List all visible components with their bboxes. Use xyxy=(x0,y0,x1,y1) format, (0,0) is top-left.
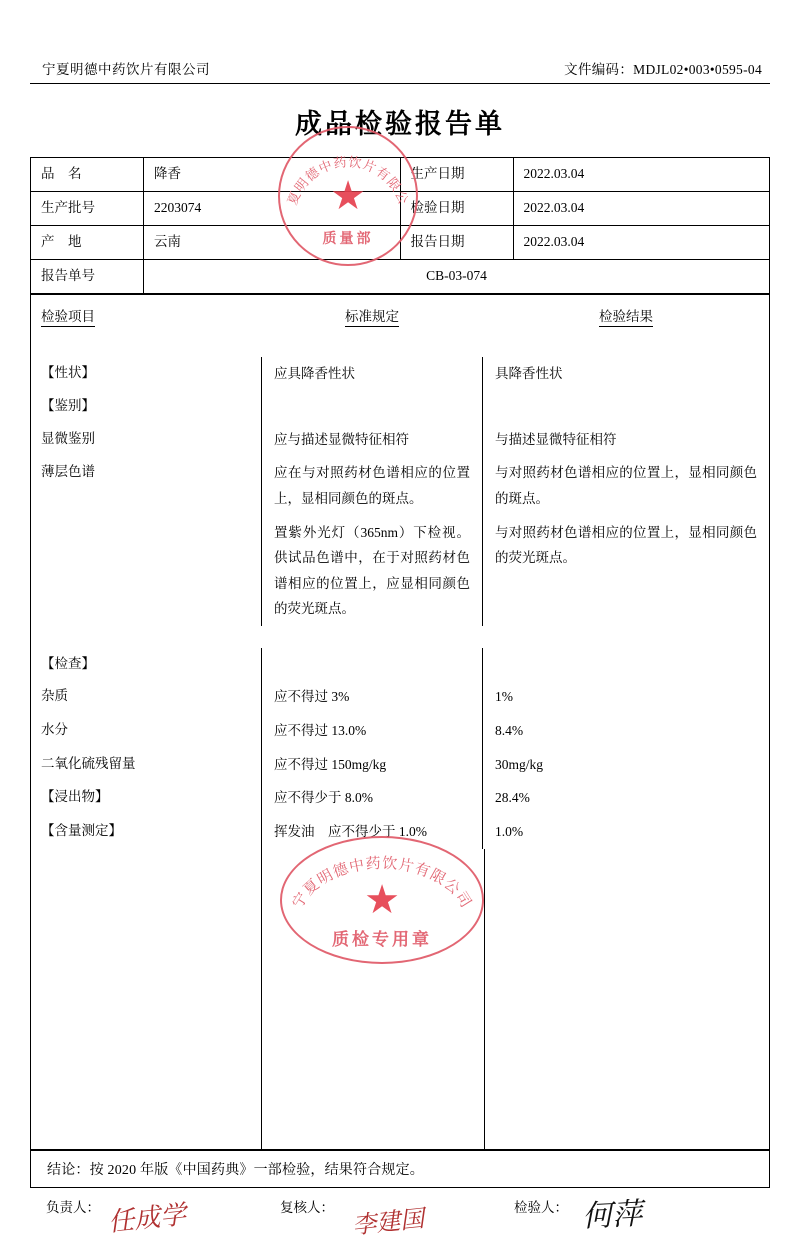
row-result: 28.4% xyxy=(495,790,530,806)
document-code: 文件编码：MDJL02•003•0595-04 xyxy=(564,62,762,77)
production-date-value: 2022.03.04 xyxy=(513,158,770,192)
report-date-value: 2022.03.04 xyxy=(513,225,770,259)
row-standard: 应不得过 13.0% xyxy=(261,714,483,748)
batch-label: 生产批号 xyxy=(31,191,144,225)
row-standard: 应在与对照药材色谱相应的位置上，显相同颜色的斑点。 xyxy=(261,456,483,515)
page-title: 成品检验报告单 xyxy=(295,109,505,139)
row-result: 具降香性状 xyxy=(495,365,563,381)
reviewer-signature: 李建国 xyxy=(351,1205,426,1240)
row-standard: 应不得过 150mg/kg xyxy=(261,748,483,782)
table-row xyxy=(31,748,769,782)
seal-label-bottom: 质检专用章 xyxy=(332,930,432,949)
batch-value: 2203074 xyxy=(144,191,401,225)
table-row xyxy=(31,648,769,680)
row-item: 显微鉴别 xyxy=(41,430,95,446)
signature-row xyxy=(30,1188,770,1240)
origin-value: 云南 xyxy=(144,225,401,259)
conclusion: 结论：按 2020 年版《中国药典》一部检验，结果符合规定。 xyxy=(30,1150,770,1188)
row-standard xyxy=(261,390,483,422)
reviewer-label: 复核人： xyxy=(280,1199,334,1215)
row-standard: 挥发油 应不得少于 1.0% xyxy=(261,815,483,849)
row-result xyxy=(483,648,769,680)
table-row xyxy=(31,158,770,192)
report-no-value: CB-03-074 xyxy=(144,259,770,293)
table-row xyxy=(31,456,769,515)
table-row xyxy=(31,259,770,293)
table-row xyxy=(31,390,769,422)
row-item: 【鉴别】 xyxy=(41,398,95,414)
inspector-signature: 何萍 xyxy=(581,1197,644,1234)
reviewer xyxy=(280,1196,514,1240)
row-item: 杂质 xyxy=(41,688,68,704)
svg-text:宁夏明德中药饮片有限公司: 宁夏明德中药饮片有限公司 xyxy=(290,855,474,912)
row-standard: 应不得过 3% xyxy=(261,680,483,714)
table-row xyxy=(31,423,769,457)
table-row xyxy=(31,815,769,849)
row-standard xyxy=(261,648,483,680)
column-header-item: 检验项目 xyxy=(31,305,261,325)
document-header xyxy=(30,58,770,84)
table-row xyxy=(31,714,769,748)
table-row xyxy=(31,191,770,225)
empty-area xyxy=(31,849,769,999)
results-rows xyxy=(31,335,769,1149)
empty-area-2 xyxy=(31,999,769,1149)
results-body xyxy=(30,335,770,1150)
svg-text:宁夏明德中药饮片有限公司: 宁夏明德中药饮片有限公司 xyxy=(272,116,412,208)
responsible-signature: 任成学 xyxy=(106,1199,188,1237)
inspector-label: 检验人： xyxy=(514,1199,568,1215)
report-date-label: 报告日期 xyxy=(400,225,513,259)
row-result: 与对照药材色谱相应的位置上，显相同颜色的荧光斑点。 xyxy=(495,524,757,566)
table-row xyxy=(31,225,770,259)
inspection-date-value: 2022.03.04 xyxy=(513,191,770,225)
table-row xyxy=(31,781,769,815)
row-result: 与对照药材色谱相应的位置上，显相同颜色的斑点。 xyxy=(495,465,757,506)
spacer xyxy=(31,626,769,648)
row-result: 1% xyxy=(495,689,513,705)
product-name-label: 品 名 xyxy=(31,158,144,192)
table-row xyxy=(31,516,769,627)
report-no-label: 报告单号 xyxy=(31,259,144,293)
row-standard: 置紫外光灯（365nm）下检视。供试品色谱中，在于对照药材色谱相应的位置上，应显相同颜色的荧光斑点。 xyxy=(261,516,483,627)
info-table xyxy=(30,157,770,294)
row-standard: 应与描述显微特征相符 xyxy=(261,423,483,457)
row-standard: 应具降香性状 xyxy=(261,357,483,391)
inspection-date-label: 检验日期 xyxy=(400,191,513,225)
row-result: 30mg/kg xyxy=(495,756,544,772)
inspector xyxy=(514,1196,748,1234)
column-header-result: 检验结果 xyxy=(483,305,769,325)
table-row xyxy=(31,357,769,391)
row-item: 二氧化硫残留量 xyxy=(41,755,136,771)
responsible-label: 负责人： xyxy=(46,1199,100,1215)
row-result xyxy=(483,390,769,422)
results-header xyxy=(30,294,770,335)
row-item: 水分 xyxy=(41,722,68,738)
row-item xyxy=(31,516,261,627)
product-name-value: 降香 xyxy=(144,158,401,192)
company-name: 宁夏明德中药饮片有限公司 xyxy=(42,62,210,77)
row-result: 与描述显微特征相符 xyxy=(495,431,617,447)
star-icon: ★ xyxy=(330,173,366,218)
row-item: 【检查】 xyxy=(41,656,95,672)
row-result: 1.0% xyxy=(495,823,524,839)
row-item: 【性状】 xyxy=(41,364,95,380)
row-item: 薄层色谱 xyxy=(41,464,95,480)
origin-label: 产 地 xyxy=(31,225,144,259)
row-item: 【浸出物】 xyxy=(41,789,109,805)
row-result: 8.4% xyxy=(495,723,524,739)
responsible-person xyxy=(46,1196,280,1237)
spacer xyxy=(31,335,769,357)
production-date-label: 生产日期 xyxy=(400,158,513,192)
table-row xyxy=(31,680,769,714)
column-header-standard: 标准规定 xyxy=(261,305,483,325)
row-item: 【含量测定】 xyxy=(41,822,122,838)
seal-label-top: 质量部 xyxy=(322,232,374,247)
star-icon: ★ xyxy=(364,877,400,922)
row-standard: 应不得少于 8.0% xyxy=(261,781,483,815)
